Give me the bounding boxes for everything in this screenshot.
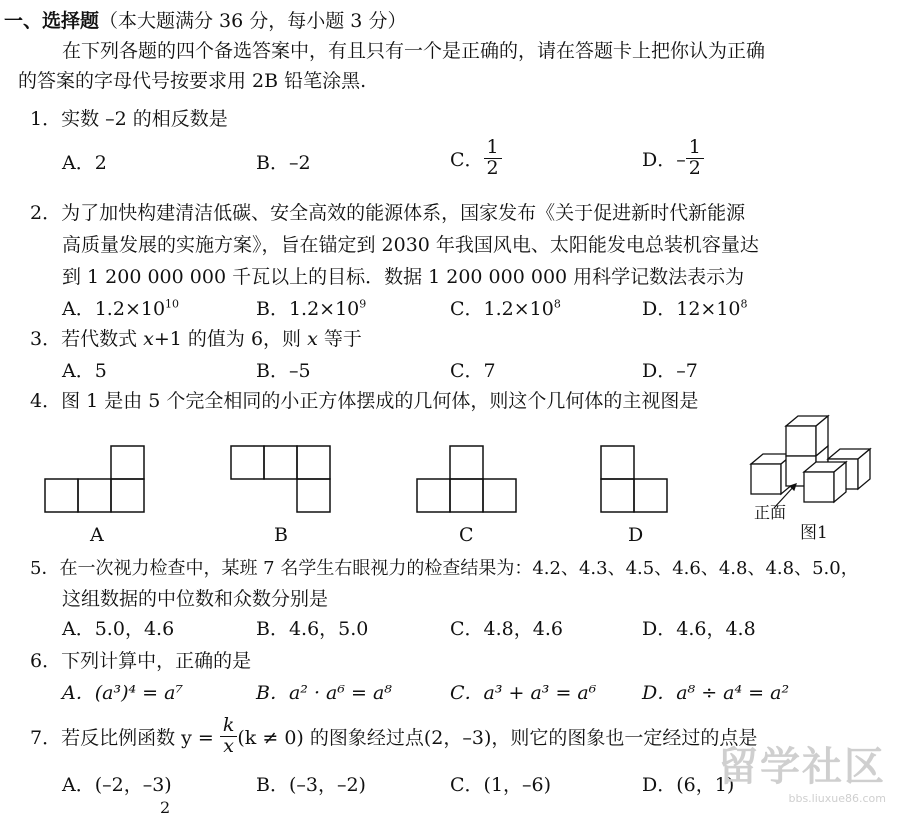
fraction-denominator: x — [223, 734, 234, 757]
q4-figure-d — [596, 444, 676, 514]
q4-figure-a — [40, 444, 150, 514]
q5-option-b: B．4.6，5.0 — [256, 618, 369, 640]
variable: x — [143, 328, 154, 350]
q6-stem: 6．下列计算中，正确的是 — [30, 650, 252, 672]
q7-option-d: D．(6，1) — [642, 774, 735, 796]
q5-line1: 5．在一次视力检查中，某班 7 名学生右眼视力的检查结果为：4.2、4.3、4.5、4.6、4.8、4.8、5.0， — [30, 558, 859, 579]
q1-option-a: A．2 — [62, 152, 107, 174]
q4-label-d: D — [628, 524, 644, 546]
section-title: 一、选择题 — [4, 10, 100, 32]
q3-option-c: C．7 — [450, 360, 496, 382]
q1-option-c-label: C． — [450, 148, 484, 171]
q5-option-c: C．4.8，4.6 — [450, 618, 563, 640]
q4-figure-c — [412, 444, 522, 514]
fraction-denominator: 2 — [486, 156, 499, 179]
option-text: A．1.2×10 — [62, 298, 166, 320]
option-text: C．1.2×10 — [450, 298, 554, 320]
q1-stem: 1．实数 –2 的相反数是 — [30, 108, 228, 130]
q7-fraction — [220, 716, 238, 757]
q4-figure-1-caption: 图1 — [800, 523, 828, 543]
q3-option-a: A．5 — [62, 360, 107, 382]
q1-option-b: B．–2 — [256, 152, 311, 174]
q2-line3: 到 1 200 000 000 千瓦以上的目标．数据 1 200 000 000 用科学记数法表示为 — [62, 266, 745, 288]
q1-option-d-label: D．– — [642, 148, 686, 171]
q5-option-a: A．5.0，4.6 — [62, 618, 175, 640]
variable: x — [307, 328, 318, 350]
q1-option-d — [642, 138, 704, 179]
q7-option-a: A．(–2，–3) — [62, 774, 172, 796]
text: 7．若反比例函数 y = — [30, 726, 220, 749]
q4-front-label: 正面 — [754, 503, 787, 522]
text: (k ≠ 0) 的图象经过点(2，–3)，则它的图象也一定经过的点是 — [237, 726, 758, 749]
q6-option-c: C．a³ + a³ = a⁶ — [450, 682, 597, 704]
q6-option-d: D．a⁸ ÷ a⁴ = a² — [642, 682, 790, 704]
q7-stem — [30, 716, 757, 757]
watermark-url: bbs.liuxue86.com — [788, 792, 886, 805]
q1-option-d-fraction — [686, 138, 704, 179]
q5-option-d: D．4.6，4.8 — [642, 618, 756, 640]
q3-option-b: B．–5 — [256, 360, 311, 382]
instructions-line2: 的答案的字母代号按要求用 2B 铅笔涂黑. — [18, 70, 367, 92]
q1-option-c-fraction — [484, 138, 502, 179]
q4-label-c: C — [459, 524, 474, 546]
q3-option-d: D．–7 — [642, 360, 698, 382]
option-text: B．1.2×10 — [256, 298, 360, 320]
text: 等于 — [317, 328, 362, 350]
exponent: 8 — [740, 297, 748, 311]
text: 3．若代数式 — [30, 328, 144, 350]
q2-line2: 高质量发展的实施方案》，旨在锚定到 2030 年我国风电、太阳能发电总装机容量达 — [62, 234, 759, 256]
fraction-numerator: 1 — [686, 138, 704, 159]
exponent: 9 — [359, 297, 367, 311]
q6-option-b: B．a² · a⁶ = a⁸ — [256, 682, 392, 704]
q7-option-b: B．(–3，–2) — [256, 774, 366, 796]
text: +1 的值为 6，则 — [153, 328, 308, 350]
q2-option-b — [256, 294, 366, 321]
instructions-line1: 在下列各题的四个备选答案中，有且只有一个是正确的，请在答题卡上把你认为正确 — [62, 40, 766, 62]
fraction-denominator: 2 — [688, 156, 701, 179]
q4-label-a: A — [90, 524, 104, 546]
section-header — [4, 6, 406, 33]
q2-option-d — [642, 294, 748, 321]
q2-option-a — [62, 294, 179, 321]
exponent: 10 — [165, 297, 180, 311]
q4-figure-b — [226, 444, 336, 514]
option-text: D．12×10 — [642, 298, 741, 320]
exponent: 8 — [553, 297, 561, 311]
q5-line2: 这组数据的中位数和众数分别是 — [62, 588, 329, 610]
q2-option-c — [450, 294, 561, 321]
q2-line1: 2．为了加快构建清洁低碳、安全高效的能源体系，国家发布《关于促进新时代新能源 — [30, 202, 746, 224]
watermark-logo: 留学社区 — [718, 744, 886, 790]
q6-option-a: A．(a³)⁴ = a⁷ — [62, 682, 184, 704]
fraction-numerator: 1 — [484, 138, 502, 159]
watermark — [718, 735, 886, 805]
q7-option-c: C．(1，–6) — [450, 774, 552, 796]
section-note: （本大题满分 36 分，每小题 3 分） — [99, 10, 407, 32]
q1-option-c — [450, 138, 502, 179]
q7-partial-digit: 2 — [160, 798, 171, 817]
fraction-numerator: k — [220, 716, 238, 737]
q4-label-b: B — [274, 524, 288, 546]
q3-stem — [30, 324, 362, 351]
q4-stem: 4．图 1 是由 5 个完全相同的小正方体摆成的几何体，则这个几何体的主视图是 — [30, 390, 699, 412]
